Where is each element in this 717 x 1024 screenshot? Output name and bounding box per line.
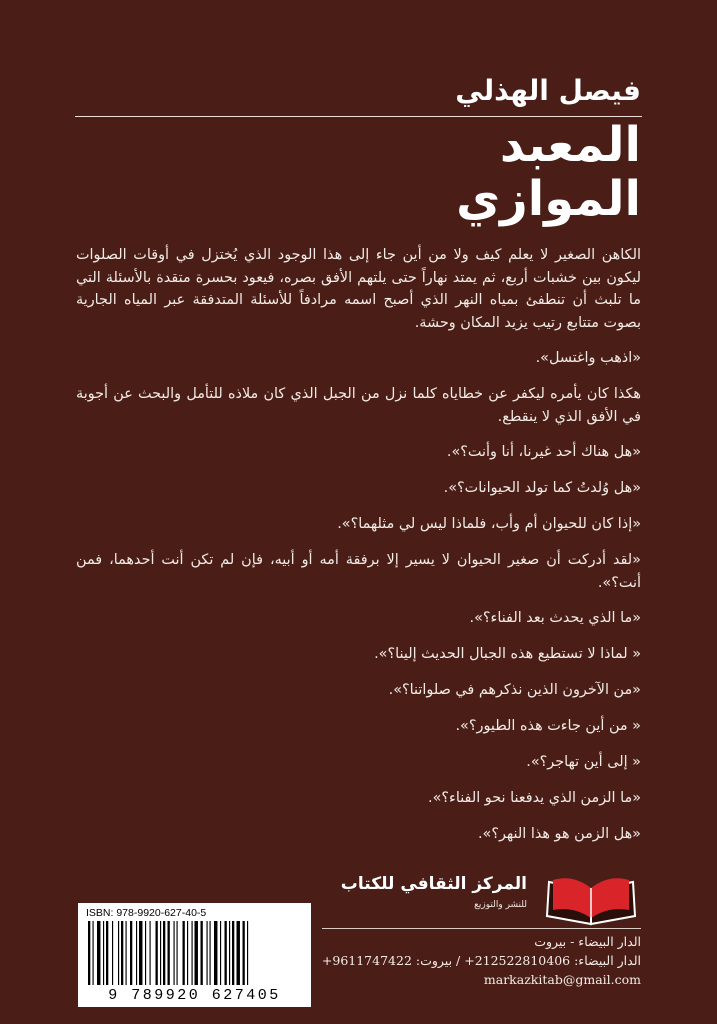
blurb-quote: « إلى أين تهاجر؟». <box>526 754 641 770</box>
publisher-block <box>340 866 645 926</box>
publisher-name: المركز الثقافي للكتاب <box>340 874 527 894</box>
barcode-number: 9 789920 627405 <box>108 987 281 1004</box>
publisher-subtitle: للنشر والتوزيع <box>474 900 527 910</box>
isbn-barcode <box>78 903 311 1007</box>
blurb-quote: «هل هناك أحد غيرنا، أنا وأنت؟». <box>446 444 641 460</box>
title-line-2: الموازي <box>456 171 641 227</box>
blurb-text <box>76 244 641 859</box>
blurb-quote: «اذهب واغتسل». <box>535 350 641 366</box>
blurb-quote: «لقد أدركت أن صغير الحيوان لا يسير إلا برفقة أمه أو أبيه، فإن لم تكن أنت أحدهما، فمن أنت؟». <box>76 552 641 591</box>
isbn-label: ISBN: 978-9920-627-40-5 <box>86 907 207 919</box>
blurb-paragraph: هكذا كان يأمره ليكفر عن خطاياه كلما نزل من الجبل الذي كان ملاذه للتأمل والبحث عن أجوبة في الأفق الذي لا ينقطع. <box>76 386 641 425</box>
publisher-contacts <box>322 932 641 989</box>
blurb-quote: «ما الذي يحدث بعد الفناء؟». <box>469 610 641 626</box>
blurb-quote: «من الآخرون الذين نذكرهم في صلواتنا؟». <box>388 682 641 698</box>
contact-cities: الدار البيضاء - بيروت <box>534 934 641 949</box>
blurb-paragraph: الكاهن الصغير لا يعلم كيف ولا من أين جاء إلى هذا الوجود الذي يُختزل في أوقات الصلوات ليكون بين خشبات أربع، ثم يمتد نهاراً حتى يلتهم الأفق بصره، فيعود بحسرة متقدة بالأسئلة التي ما تلبث أن تنطفئ بمياه النهر الذي أصبح اسمه مرادفاً للأسئلة المتدفقة عبر المياه الجارية بصوت متتابع رتيب يزيد المكان وحشة. <box>76 247 641 331</box>
author-name: فيصل الهذلي <box>455 74 641 107</box>
blurb-quote: «هل الزمن هو هذا النهر؟». <box>477 826 641 842</box>
contact-phones: الدار البيضاء: 212522810406+ / بيروت: 9611747422+ <box>321 953 641 968</box>
contacts-divider <box>322 928 641 929</box>
contact-email: markazkitab@gmail.com <box>483 972 641 987</box>
blurb-quote: «ما الزمن الذي يدفعنا نحو الفناء؟». <box>428 790 641 806</box>
title-line-1: المعبد <box>499 117 641 173</box>
book-title <box>456 118 641 226</box>
open-book-icon <box>543 872 639 926</box>
blurb-quote: « من أين جاءت هذه الطيور؟». <box>455 718 641 734</box>
blurb-quote: « لماذا لا تستطيع هذه الجبال الحديث إلينا؟». <box>374 646 641 662</box>
blurb-quote: «إذا كان للحيوان أم وأب، فلماذا ليس لي مثلهما؟». <box>337 516 641 532</box>
blurb-quote: «هل وُلدتُ كما تولد الحيوانات؟». <box>443 480 641 496</box>
barcode-bars <box>86 921 303 985</box>
